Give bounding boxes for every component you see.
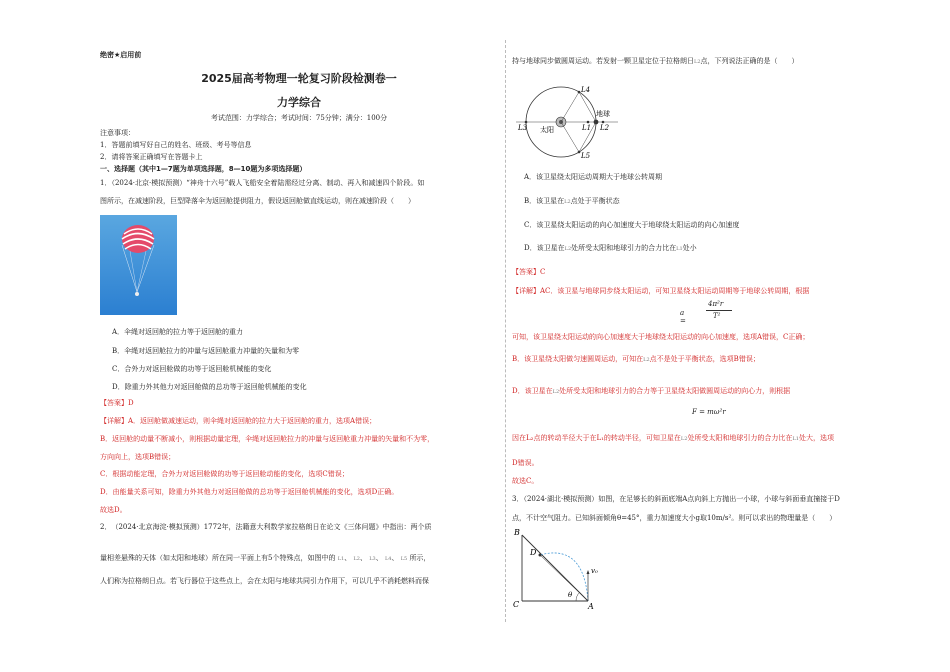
notes-heading: 注意事项：	[100, 129, 135, 137]
q2-stem: 量相差悬殊的天体（如太阳和地球）所在同一平面上有5个特殊点，如图中的 L1、 L2、 L3、 L4、 L5 所示，	[100, 554, 431, 562]
q2-stem: 人们称为拉格朗日点。若飞行器位于这些点上，会在太阳与地球共同引力作用下，可以几乎不消耗燃料而保	[100, 577, 429, 585]
section-heading: 一、选择题（其中1—7题为单项选择题，8—10题为多项选择题）	[100, 165, 307, 173]
q1-option-d: D．除重力外其他力对返回舱做的总功等于返回舱机械能的变化	[112, 383, 307, 391]
q1-answer: 【答案】D	[100, 399, 134, 407]
label-l4: L4	[581, 86, 591, 94]
exam-info: 考试范围：力学综合；考试时间：75分钟；满分：100分	[210, 114, 388, 122]
q2-option-c: C．该卫星绕太阳运动的向心加速度大于地球绕太阳运动的向心加速度	[524, 221, 740, 229]
paper-title: 2025届高考物理一轮复习阶段检测卷一	[201, 72, 397, 85]
earth-label: 地球	[596, 110, 610, 118]
label-l5: L5	[581, 152, 591, 160]
q1-option-c: C．合外力对返回舱做的功等于返回舱机械能的变化	[112, 365, 272, 373]
label-v0: v₀	[591, 567, 598, 575]
label-l2: L2	[600, 124, 610, 132]
label-theta: θ	[568, 591, 573, 599]
q3-stem: 3．（2024·湖北·模拟预测）如图，在足够长的斜面底端A点向斜上方抛出一小球，小球与斜面垂直撞接于D	[512, 495, 840, 503]
q1-analysis: C．根据动能定理，合外力对返回舱做的功等于返回舱动能的变化，选项C错误；	[100, 470, 349, 478]
q1-option-b: B．伞绳对返回舱拉力的冲量与返回舱重力冲量的矢量和为零	[112, 347, 300, 355]
q1-option-a: A．伞绳对返回舱的拉力等于返回舱的重力	[112, 328, 244, 336]
label-b: B	[514, 528, 520, 537]
q1-analysis: B．返回舱的动量不断减小，则根据动量定理，伞绳对返回舱拉力的冲量与返回舱重力冲量的矢量和不为零，	[100, 435, 435, 443]
label-l1: L1	[582, 124, 592, 132]
lagrange-point-label: L4	[384, 556, 392, 562]
paper-subtitle: 力学综合	[277, 96, 321, 109]
label-l3: L3	[518, 124, 528, 132]
note-item: 2．请将答案正确填写在答题卡上	[100, 153, 203, 161]
label-d: D	[530, 548, 537, 557]
note-item: 1．答题前填写好自己的姓名、班级、考号等信息	[100, 141, 252, 149]
q2-conclusion: 故选C。	[512, 477, 539, 485]
q2-analysis: B．该卫星绕太阳做匀速圆周运动，可知在L2点不是处于平衡状态，选项B错误；	[512, 355, 760, 363]
lagrange-point-label: L3	[369, 556, 376, 562]
q2-stem: 2． （2024·北京海淀·模拟预测）1772年，法籍意大利数学家拉格朗日在论文《三体问题》中指出：两个质	[100, 523, 432, 531]
sun-label: 太阳	[540, 126, 554, 134]
q2-option-b: B．该卫星在L2点处于平衡状态	[524, 197, 620, 205]
lagrange-point-label: L2	[353, 556, 360, 562]
q2-option-a: A．该卫星绕太阳运动周期大于地球公转周期	[524, 173, 663, 181]
q1-stem: 图所示，在减速阶段，巨型降落伞为返回舱提供阻力，假设返回舱做直线运动，则在减速阶段（ ）	[100, 197, 415, 205]
lagrange-point-label: L1	[337, 556, 345, 562]
label-a: A	[588, 602, 594, 611]
q2-analysis: D．该卫星在L2处所受太阳和地球引力的合力等于卫星绕太阳做圆周运动的向心力，则根据	[512, 387, 791, 395]
q1-analysis: 【详解】A．返回舱做减速运动，则伞绳对返回舱的拉力大于返回舱的重力，选项A错误；	[100, 417, 377, 425]
q2-answer: 【答案】C	[512, 268, 546, 276]
q2-option-d: D．该卫星在L2处所受太阳和地球引力的合力比在L1处小	[524, 244, 697, 252]
incline-diagram	[512, 527, 602, 611]
label-c: C	[513, 600, 520, 609]
q2-stem: 持与地球同步做圆周运动。若发射一颗卫星定位于拉格朗日L2点，下列说法正确的是（ ）	[512, 57, 799, 65]
lagrange-diagram	[512, 80, 622, 162]
q1-stem: 1．（2024·北京·模拟预测）“神舟十六号”载人飞船安全着陆需经过分离、制动、再入和减速四个阶段。如	[100, 179, 425, 187]
q1-analysis: 方向向上，选项B错误；	[100, 453, 176, 461]
q2-analysis: D错误。	[512, 459, 539, 467]
secret-label: 绝密★启用前	[100, 51, 142, 59]
q1-analysis: D．由能量关系可知，除重力外其他力对返回舱做的总功等于返回舱机械能的变化，选项D正确。	[100, 488, 399, 496]
q1-analysis: 故选D。	[100, 506, 127, 514]
q2-analysis: 因在L₂点的转动半径大于在L₁的转动半径，可知卫星在L2处所受太阳和地球引力的合力比在L1处大，选项	[512, 434, 834, 442]
q2-analysis: 可知，该卫星绕太阳运动的向心加速度大于地球绕太阳运动的向心加速度，选项A错误，C正确；	[512, 333, 810, 341]
column-divider	[505, 40, 506, 622]
q3-stem: 点，不计空气阻力。已知斜面倾角θ=45°，重力加速度大小g取10m/s²。则可以求出的物理量是（ ）	[512, 514, 837, 522]
formula-force: F = mω²r	[692, 408, 726, 416]
parachute-image	[100, 215, 177, 315]
q2-analysis: 【详解】AC．该卫星与地球同步绕太阳运动，可知卫星绕太阳运动周期等于地球公转周期，根据	[512, 287, 810, 295]
lagrange-point-label: L5	[400, 556, 408, 562]
